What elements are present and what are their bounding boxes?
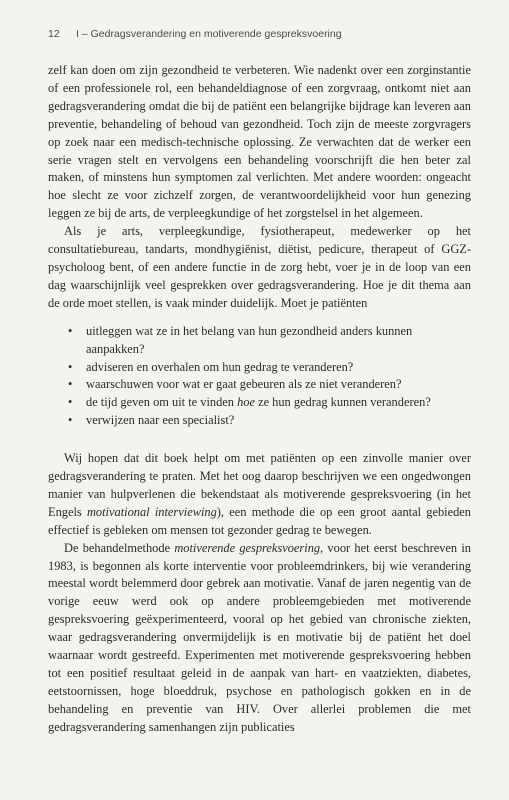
bullet-icon: •	[68, 359, 73, 374]
paragraph-text: Wij hopen dat dit boek helpt om met patiënten op een zinvolle manier over gedragsverandering te praten. Met het oog daarop beschrijven we een ongedwongen manier van hulpverlenen die bekendstaat als motiverende gespreksvoering (in het Engels	[48, 451, 471, 519]
list-item-text-part: ze hun gedrag kunnen veranderen?	[254, 395, 431, 410]
bullet-list	[48, 323, 471, 430]
list-item-text-part: de tijd geven om uit te vinden	[86, 395, 238, 410]
paragraph-1: zelf kan doen om zijn gezondheid te verbeteren. Wie nadenkt over een zorginstantie of een professionele rol, een behandeldiagnose of een zorgvraag, ontkomt niet aan gedragsverandering omdat die bij de patiënt een belangrijke bijdrage kan leveren aan preventie, behandeling of behoud van gezondheid. Toch zijn de meeste zorgvragers op zoek naar een medisch-technische oplossing. Ze verwachten dat de werker een serie vragen stelt en vervolgens een behandeling voorschrijft die hen beter zal maken, of minstens hun symptomen zal verlichten. Met andere woorden: ongeacht hoe slecht ze voor zichzelf zorgen, de verantwoordelijkheid voor hun genezing leggen ze bij de arts, de verpleegkundige of het zorgstelsel in het algemeen.	[48, 63, 471, 221]
paragraph-text: ), een methode die op een groot aantal gebieden effectief is gebleken om mensen tot gezonder gedrag te bewegen.	[48, 504, 471, 537]
paragraph-text: , voor het eerst beschreven in 1983, is begonnen als korte interventie voor probleemdrinkers, bij wie verandering meestal wordt belemmerd door gebrek aan motivatie. Vanaf de jaren negentig van de vorige eeuw werd ook op andere probleemgebieden met motiverende gespreksvoering geëxperimenteerd, vooral op het gebied van chronische ziekten, waar gedragsverandering onvermijdelijk is en motivatie bij de patiënt het doel waarnaar wordt gestreefd. Experimenten met motiverende gespreksvoering hebben tot een positief resultaat geleid in de aanpak van hart- en vaatziekten, diabetes, eetstoornissen, hoge bloeddruk, psychose en pathologisch gokken en in de behandeling en preventie van HIV. Over allerlei problemen die met gedragsverandering samenhangen zijn publicaties	[48, 540, 471, 734]
list-item	[68, 323, 471, 359]
list-item	[68, 394, 471, 412]
paragraph-2: Als je arts, verpleegkundige, fysiotherapeut, medewerker op het consultatiebureau, tandarts, mondhygiënist, diëtist, pedicure, therapeut of GGZ-psycholoog bent, of een andere functie in de zorg hebt, voer je in de loop van een dag waarschijnlijk veel gesprekken over gedragsverandering. Hoe je dit thema aan de orde moet stellen, is vaak minder duidelijk. Moet je patiënten	[48, 224, 471, 310]
paragraph-3	[48, 450, 471, 540]
list-item-text	[86, 395, 431, 409]
emphasis: motivational interviewing	[86, 504, 217, 519]
bullet-icon: •	[68, 395, 73, 410]
list-item	[68, 412, 471, 430]
bullet-icon: •	[68, 377, 73, 392]
bullet-icon: •	[68, 413, 73, 428]
running-head	[48, 28, 342, 40]
page-number: 12	[48, 28, 60, 40]
chapter-title: I – Gedragsverandering en motiverende gespreksvoering	[76, 28, 342, 40]
body-text	[48, 62, 471, 737]
paragraph-4	[48, 540, 471, 737]
emphasis: hoe	[237, 395, 255, 410]
list-item	[68, 376, 471, 394]
paragraph-text: De behandelmethode	[64, 540, 175, 555]
list-item-text: adviseren en overhalen om hun gedrag te veranderen?	[86, 359, 354, 374]
list-item-text: waarschuwen voor wat er gaat gebeuren als ze niet veranderen?	[86, 377, 402, 392]
list-item-text: uitleggen wat ze in het belang van hun gezondheid anders kunnen aanpakken?	[86, 323, 413, 356]
list-item	[68, 359, 471, 377]
bullet-icon: •	[68, 323, 73, 338]
list-item-text: verwijzen naar een specialist?	[86, 413, 235, 428]
emphasis: motiverende gespreksvoering	[174, 540, 321, 555]
